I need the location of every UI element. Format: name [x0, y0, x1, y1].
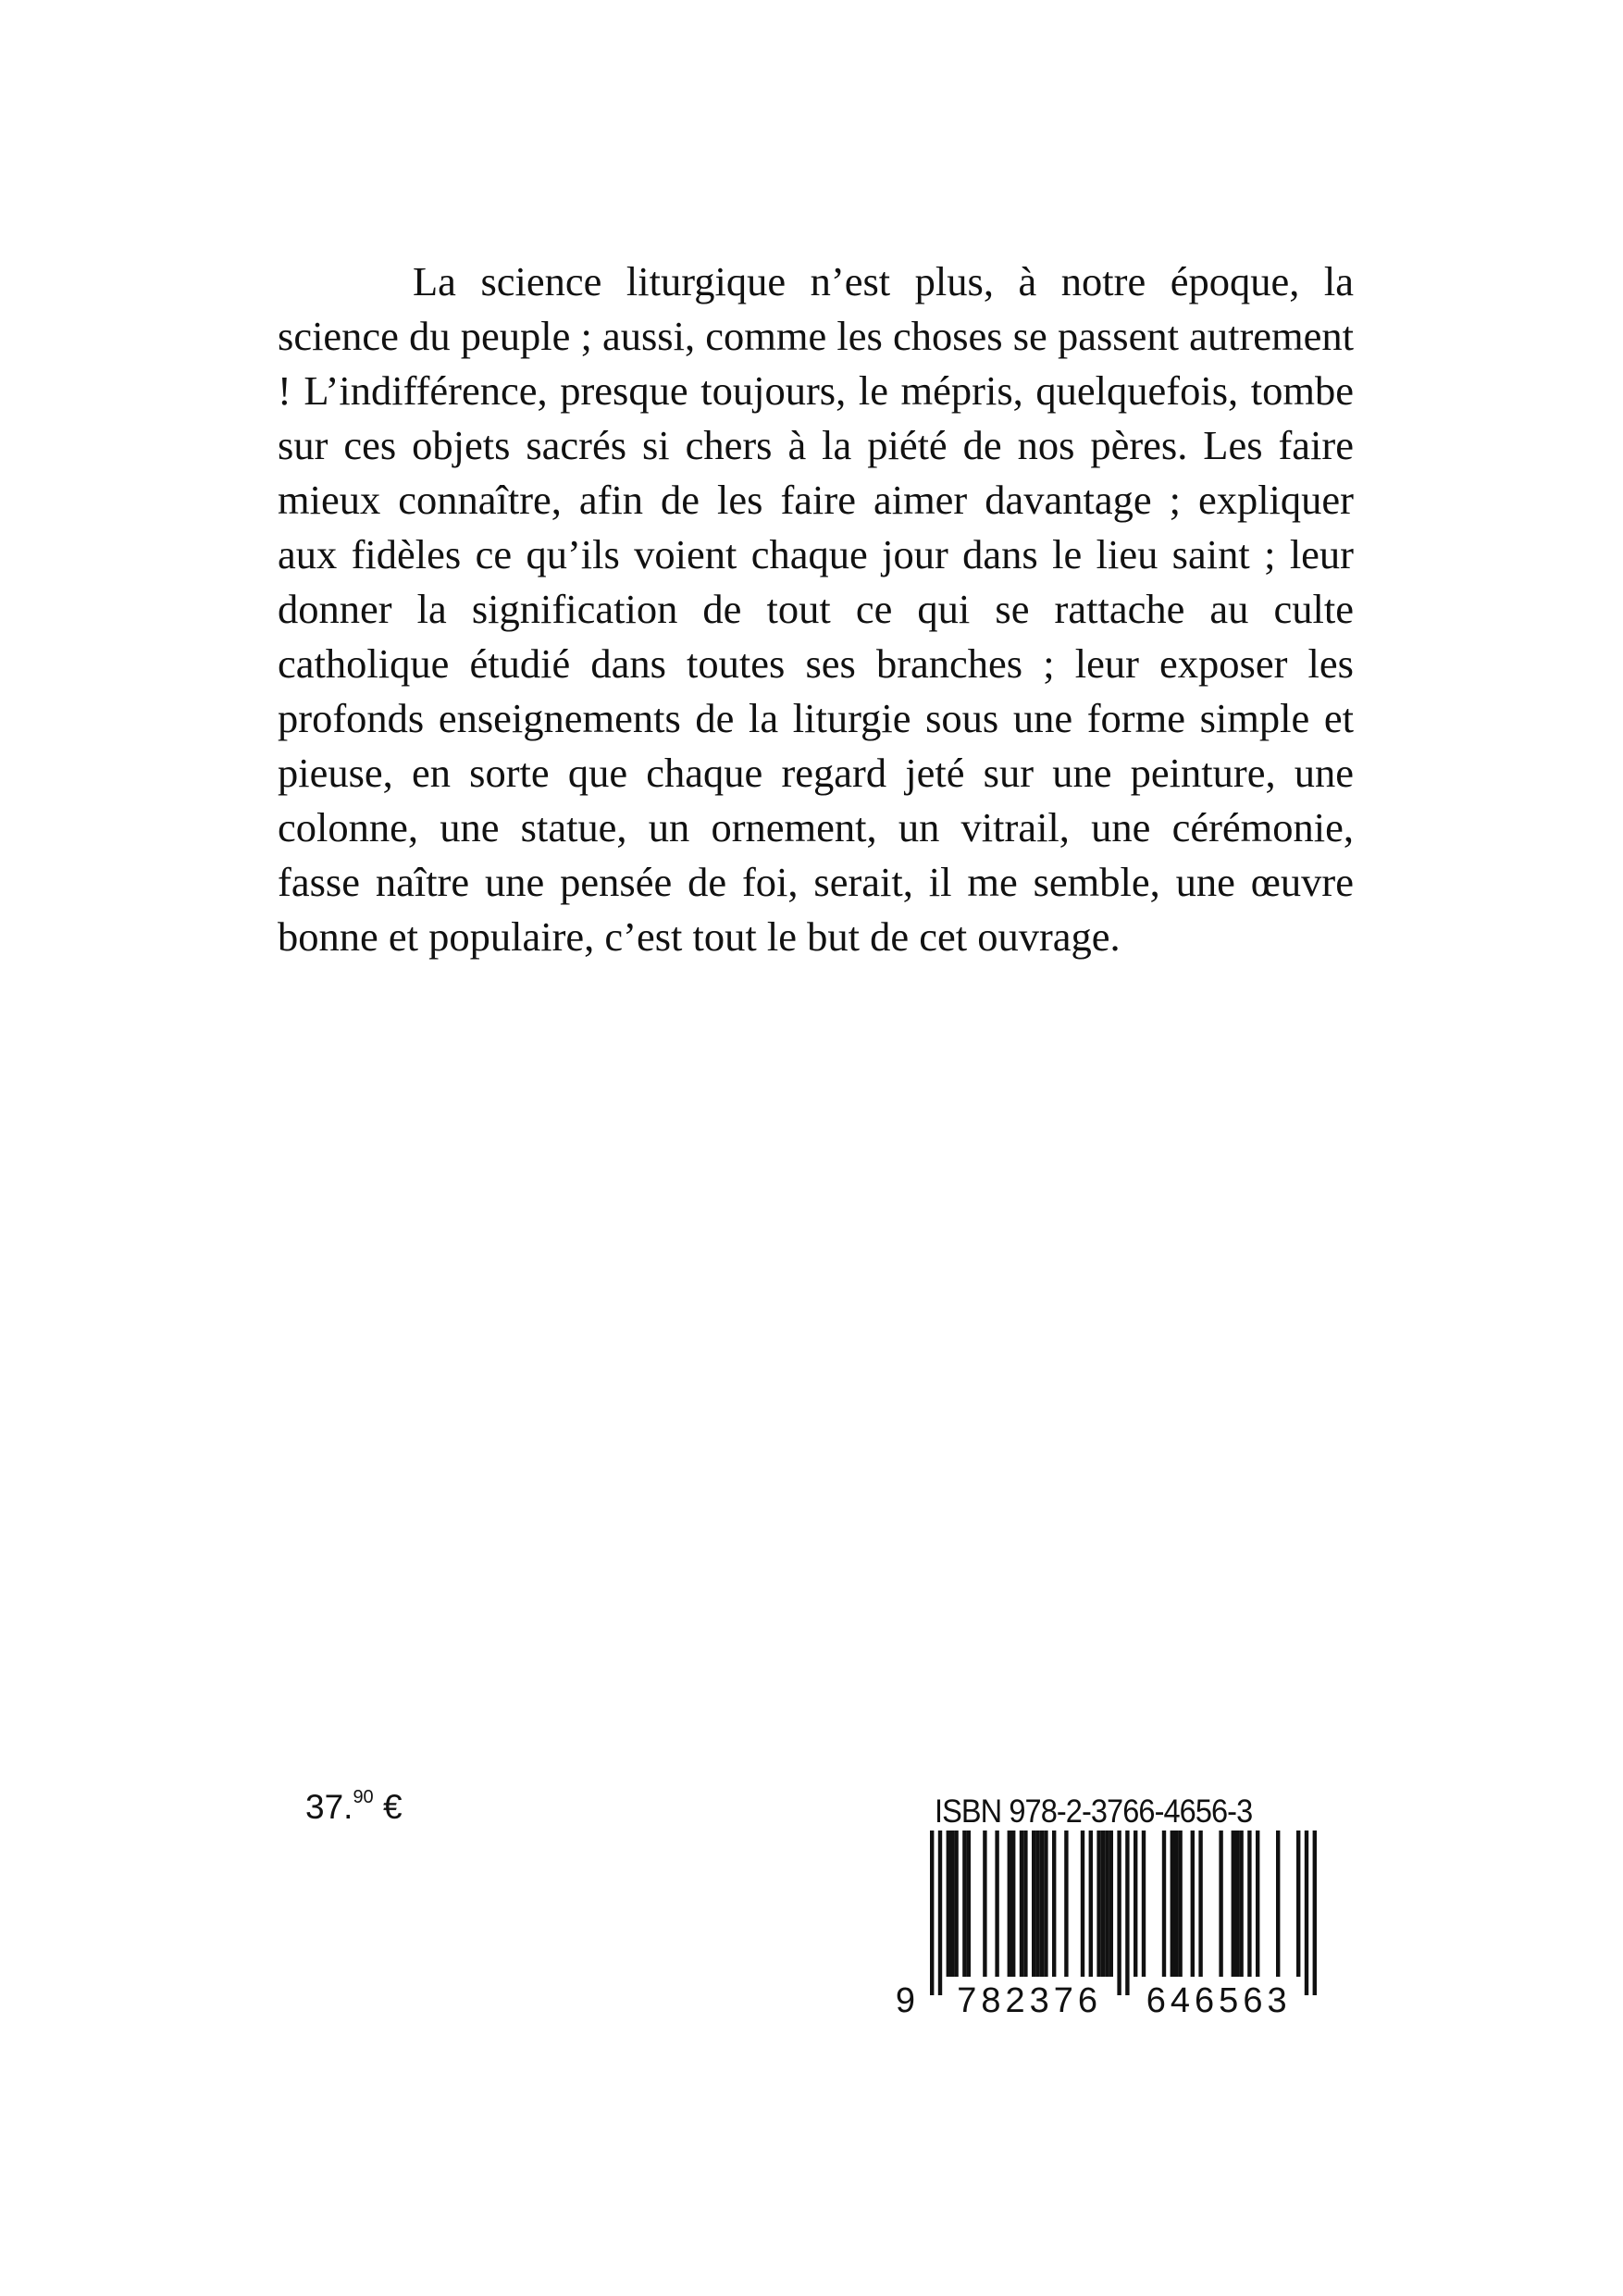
barcode-bar — [1032, 1831, 1035, 1977]
barcode-bar — [1096, 1831, 1100, 1977]
barcode-bar — [1171, 1831, 1174, 1977]
barcode-bar — [1232, 1831, 1235, 1977]
barcode-graphic — [893, 1831, 1360, 2025]
barcode-bar — [1020, 1831, 1023, 1977]
barcode-bar — [983, 1831, 986, 1977]
barcode-bar — [1011, 1831, 1015, 1977]
barcode-bar — [954, 1831, 958, 1977]
barcode-bar — [1023, 1831, 1027, 1977]
barcode-bar — [1247, 1831, 1251, 1977]
barcode-bar — [947, 1831, 950, 1977]
price-whole: 37. — [305, 1788, 353, 1826]
price-currency: € — [382, 1788, 403, 1826]
barcode-bar — [1256, 1831, 1259, 1977]
barcode-bar — [1081, 1831, 1084, 1977]
barcode-bar — [1089, 1831, 1093, 1977]
barcode-bar — [1235, 1831, 1239, 1977]
barcode-bar — [1052, 1831, 1056, 1977]
barcode-bar — [1162, 1831, 1166, 1977]
barcode-bar — [967, 1831, 971, 1977]
barcode-bar — [1105, 1831, 1109, 1977]
price-label — [305, 1788, 403, 1827]
back-cover-blurb: La science liturgique n’est plus, à notre époque, la science du peuple ; aussi, comme les choses se passent autrement ! L’indifférence, presque toujours, le mépris, quelquefois, tombe sur ces objets sacrés si chers à la piété de nos pères. Les faire mieux connaître, afin de les faire aimer davantage ; expliquer aux fidèles ce qu’ils voient chaque jour dans le lieu saint ; leur donner la signification de tout ce qui se rattache au culte catholique étudié dans toutes ses branches ; leur exposer les profonds enseignements de la liturgie sous une forme simple et pieuse, en sorte que chaque regard jeté sur une peinture, une colonne, une statue, un ornement, un vitrail, une cérémonie, fasse naître une pensée de foi, serait, il me semble, une œuvre bonne et populaire, c’est tout le but de cet ouvrage. — [278, 258, 1354, 960]
barcode-bar — [1044, 1831, 1047, 1977]
barcode-bar — [1191, 1831, 1195, 1977]
barcode-bar — [1040, 1831, 1044, 1977]
barcode-bar — [950, 1831, 954, 1977]
barcode-bar — [1178, 1831, 1182, 1977]
barcode-bar — [1276, 1831, 1280, 1977]
barcode-digits-right: 646563 — [1146, 1981, 1292, 2020]
barcode-bar — [1109, 1831, 1113, 1977]
barcode-bar — [1134, 1831, 1137, 1977]
barcode-bar — [1064, 1831, 1068, 1977]
barcode-guard-bar — [1125, 1831, 1129, 1995]
barcode-bar — [1198, 1831, 1202, 1977]
barcode-bar — [1296, 1831, 1300, 1977]
barcode-bar — [1219, 1831, 1222, 1977]
barcode-bar — [1008, 1831, 1011, 1977]
barcode-digits-left: 782376 — [957, 1981, 1103, 2020]
barcode-guard-bar — [1305, 1831, 1308, 1995]
barcode-guard-bar — [1313, 1831, 1317, 1995]
isbn-barcode — [893, 1793, 1360, 2025]
barcode-guard-bar — [1117, 1831, 1121, 1995]
barcode-bar — [962, 1831, 966, 1977]
barcode-guard-bar — [930, 1831, 934, 1995]
barcode-digit-first: 9 — [895, 1981, 921, 2020]
isbn-label: ISBN 978-2-3766-4656-3 — [935, 1793, 1253, 1830]
barcode-bar — [1239, 1831, 1243, 1977]
barcode-guard-bar — [938, 1831, 942, 1995]
barcode-bar — [1174, 1831, 1178, 1977]
barcode-bar — [1142, 1831, 1146, 1977]
barcode-bar — [1035, 1831, 1039, 1977]
price-cents: 90 — [353, 1787, 374, 1807]
barcode-bar — [995, 1831, 998, 1977]
barcode-bar — [1101, 1831, 1105, 1977]
